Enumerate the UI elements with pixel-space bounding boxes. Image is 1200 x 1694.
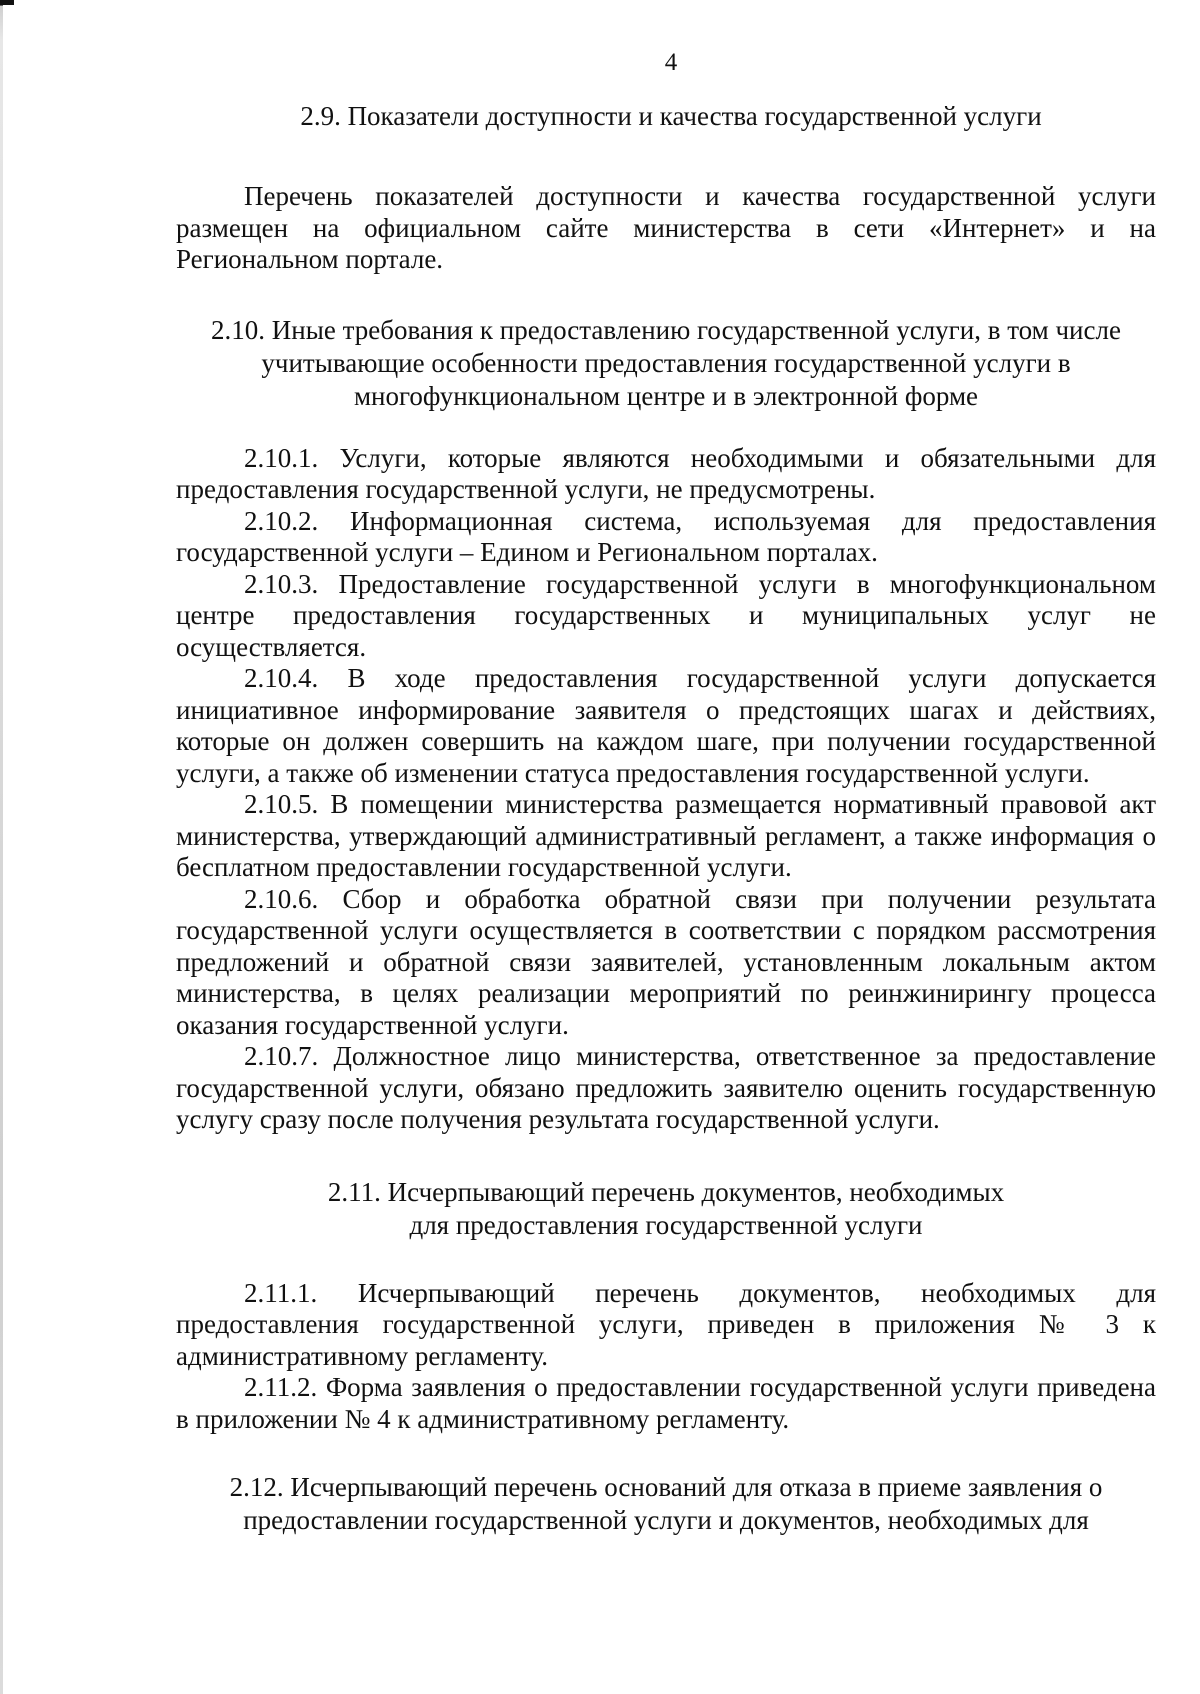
- paragraph-2-10-4: 2.10.4. В ходе предоставления государственной услуги допускается инициативное информирование заявителя о предстоящих шагах и действиях, которые он должен совершить на каждом шаге, при получении государственной услуги, а также об изменении статуса предоставления государственной услуги.: [176, 663, 1156, 788]
- paragraph-2-10-1: 2.10.1. Услуги, которые являются необходимыми и обязательными для предоставления государственной услуги, не предусмотрены.: [176, 442, 1156, 504]
- heading-2-10: 2.10. Иные требования к предоставлению государственной услуги, в том числе учитывающие особенности предоставления государственной услуги в многофункциональном центре и в электронной форме: [211, 314, 1121, 411]
- scan-corner-mark: [0, 0, 14, 5]
- paragraph-2-10-2: 2.10.2. Информационная система, используемая для предоставления государственной услуги – Едином и Региональном порталах.: [176, 505, 1156, 567]
- heading-2-11-line-2: для предоставления государственной услуги: [409, 1209, 923, 1240]
- scan-left-edge: [0, 0, 3, 1694]
- heading-2-12-line-2: предоставлении государственной услуги и документов, необходимых для: [243, 1505, 1089, 1535]
- paragraph-2-11-2: 2.11.2. Форма заявления о предоставлении государственной услуги приведена в приложении № 4 к административному регламенту.: [176, 1372, 1156, 1434]
- paragraph-2-10-3: 2.10.3. Предоставление государственной услуги в многофункциональном центре предоставления государственных и муниципальных услуг не осуществляется.: [176, 568, 1156, 662]
- paragraph-2-10-5: 2.10.5. В помещении министерства размещается нормативный правовой акт министерства, утверждающий административный регламент, а также информация о бесплатном предоставлении государственной услуги.: [176, 789, 1156, 882]
- heading-2-11-line-1: 2.11. Исчерпывающий перечень документов, необходимых: [327, 1176, 1005, 1207]
- paragraph-2-9: Перечень показателей доступности и качества государственной услуги размещен на официальном сайте министерства в сети «Интернет» и на Региональном портале.: [176, 181, 1156, 274]
- document-page: [176, 48, 1156, 1537]
- heading-2-12: [176, 1471, 1156, 1537]
- heading-2-9: 2.9. Показатели доступности и качества государственной услуги: [300, 101, 1042, 131]
- page-number: 4: [664, 49, 678, 76]
- heading-2-11: [176, 1176, 1156, 1242]
- paragraph-2-10-6: 2.10.6. Сбор и обработка обратной связи при получении результата государственной услуги осуществляется в соответствии с порядком рассмотрения предложений и обратной связи заявителей, установленным локальным актом министерства, в целях реализации мероприятий по реинжинирингу процесса оказания государственной услуги.: [176, 883, 1156, 1040]
- paragraph-2-11-1: 2.11.1. Исчерпывающий перечень документов, необходимых для предоставления государственной услуги, приведен в приложения № 3 к административному регламенту.: [176, 1277, 1156, 1371]
- paragraph-2-10-7: 2.10.7. Должностное лицо министерства, ответственное за предоставление государственной услуги, обязано предложить заявителю оценить государственную услугу сразу после получения результата государственной услуги.: [176, 1041, 1156, 1134]
- heading-2-12-line-1: 2.12. Исчерпывающий перечень оснований для отказа в приеме заявления о: [229, 1472, 1103, 1502]
